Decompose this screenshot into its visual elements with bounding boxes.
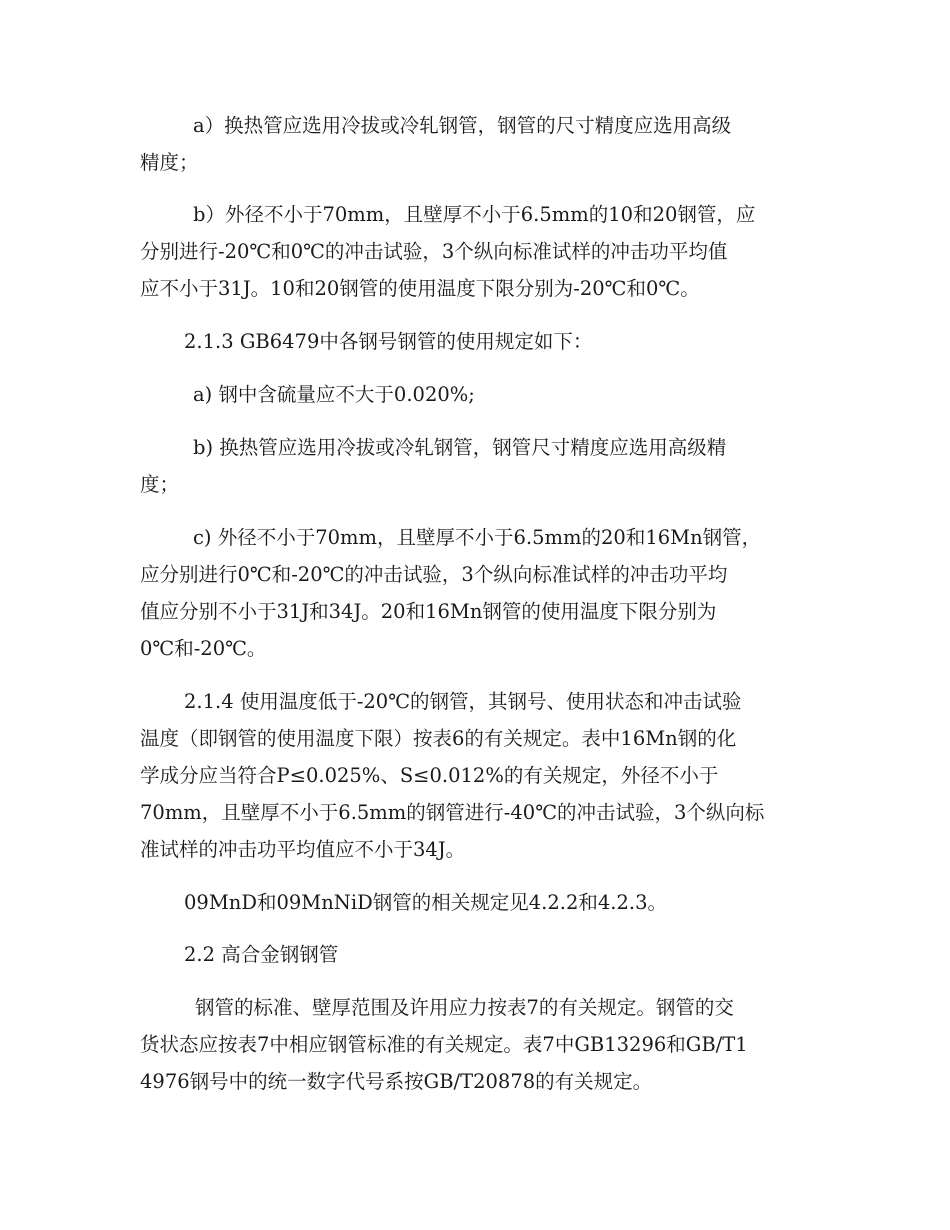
paragraph-2-line-1: b）外径不小于70mm，且壁厚不小于6.5mm的10和20钢管，应 (193, 203, 756, 226)
paragraph-6-line-4: 0℃和-20℃。 (140, 637, 267, 660)
section-2-1-4-line-1: 2.1.4 使用温度低于-20℃的钢管，其钢号、使用状态和冲击试验 (184, 690, 742, 713)
paragraph-5-line-1: b) 换热管应选用冷拔或冷轧钢管，钢管尺寸精度应选用高级精 (193, 436, 727, 459)
paragraph-6-line-3: 值应分别不小于31J和34J。20和16Mn钢管的使用温度下限分别为 (140, 600, 717, 623)
paragraph-10-line-3: 4976钢号中的统一数字代号系按GB/T20878的有关规定。 (140, 1070, 653, 1093)
paragraph-6-line-2: 应分别进行0℃和-20℃的冲击试验，3个纵向标准试样的冲击功平均 (140, 563, 728, 586)
paragraph-6-line-1: c) 外径不小于70mm，且壁厚不小于6.5mm的20和16Mn钢管， (193, 526, 762, 549)
paragraph-1-line-1: a）换热管应选用冷拔或冷轧钢管，钢管的尺寸精度应选用高级 (193, 114, 732, 137)
section-2-2-heading: 2.2 高合金钢钢管 (184, 943, 339, 966)
paragraph-2-line-3: 应不小于31J。10和20钢管的使用温度下限分别为-20℃和0℃。 (140, 277, 700, 300)
paragraph-2-line-2: 分别进行-20℃和0℃的冲击试验，3个纵向标准试样的冲击功平均值 (140, 240, 728, 263)
section-2-1-4-line-2: 温度（即钢管的使用温度下限）按表6的有关规定。表中16Mn钢的化 (140, 727, 737, 750)
section-2-1-3-heading: 2.1.3 GB6479中各钢号钢管的使用规定如下： (184, 330, 593, 353)
paragraph-4-line-1: a) 钢中含硫量应不大于0.020%; (193, 383, 475, 406)
paragraph-5-line-2: 度； (140, 473, 180, 496)
paragraph-10-line-1: 钢管的标准、壁厚范围及许用应力按表7的有关规定。钢管的交 (195, 996, 734, 1019)
paragraph-10-line-2: 货状态应按表7中相应钢管标准的有关规定。表7中GB13296和GB/T1 (140, 1033, 748, 1056)
section-2-1-4-line-5: 准试样的冲击功平均值应不小于34J。 (140, 838, 466, 861)
section-2-1-4-line-3: 学成分应当符合P≤0.025%、S≤0.012%的有关规定，外径不小于 (140, 764, 719, 787)
paragraph-1-line-2: 精度； (140, 151, 199, 174)
section-2-1-4-line-4: 70mm，且壁厚不小于6.5mm的钢管进行-40℃的冲击试验，3个纵向标 (140, 801, 765, 824)
paragraph-8-line-1: 09MnD和09MnNiD钢管的相关规定见4.2.2和4.2.3。 (184, 891, 667, 914)
